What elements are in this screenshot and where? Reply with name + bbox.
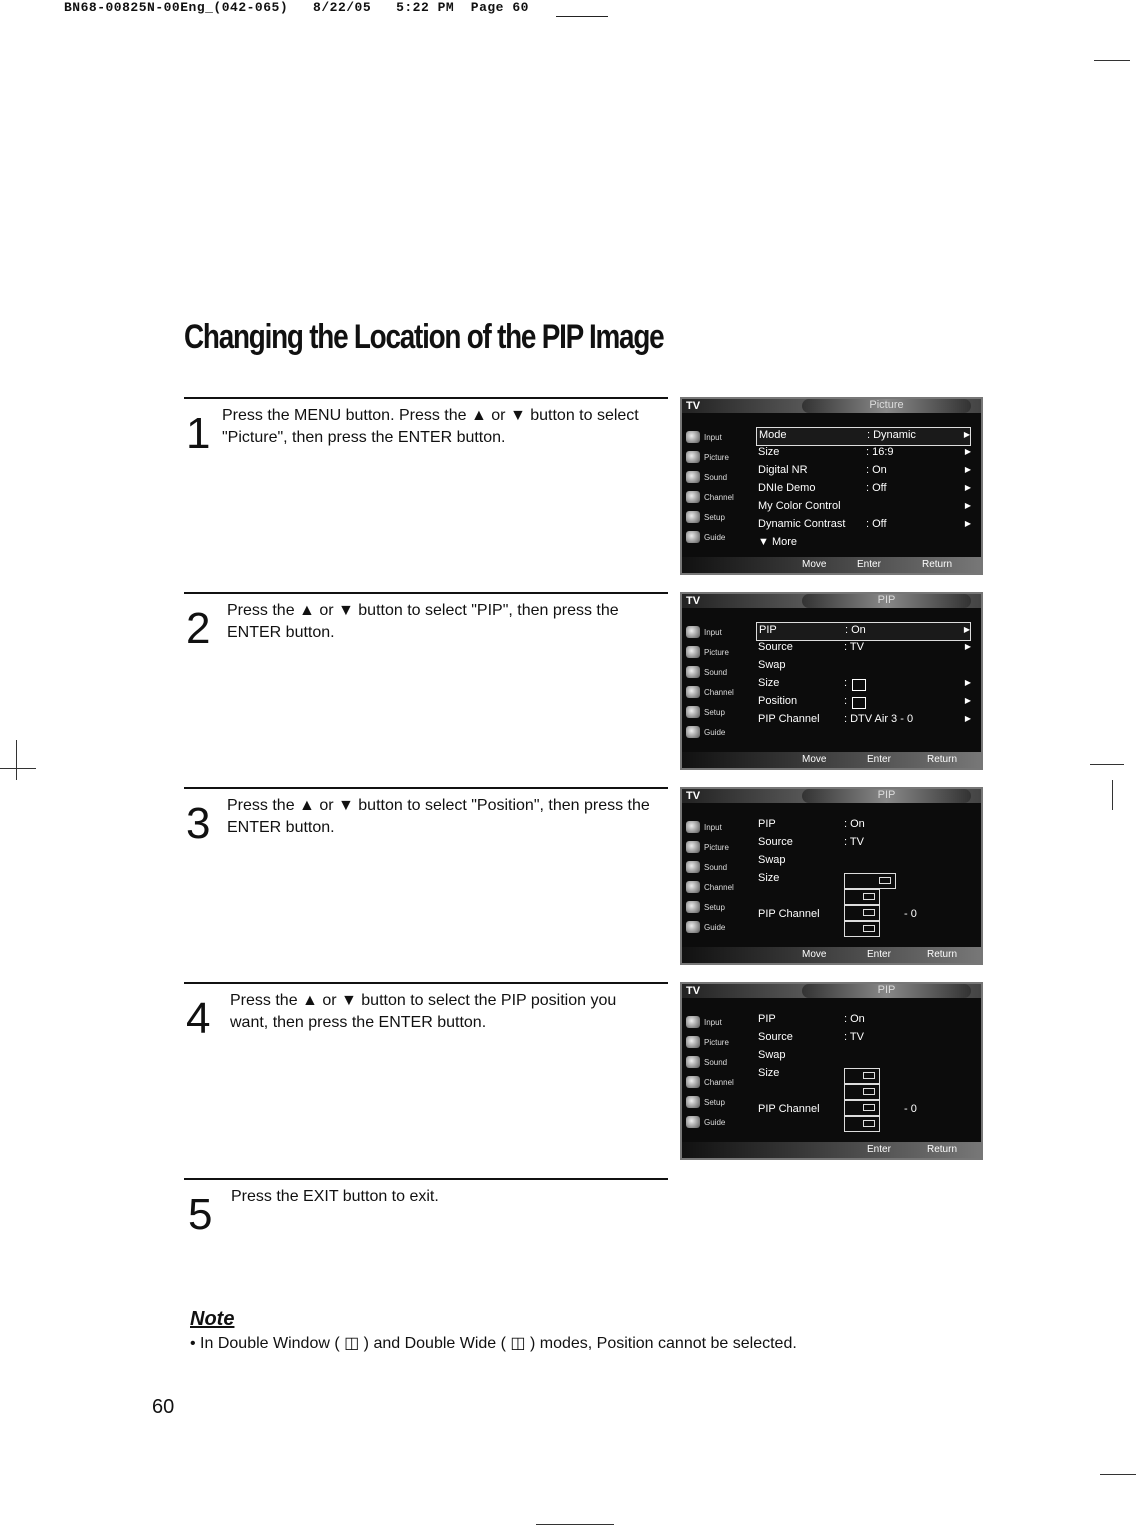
step-text: Press the ▲ or ▼ button to select "PIP", then press the ENTER button. — [227, 602, 619, 641]
osd-side-guide: Guide — [686, 529, 750, 547]
osd-title: PIP — [802, 984, 971, 998]
sound-icon — [686, 666, 700, 678]
osd-tv-label: TV — [686, 595, 701, 607]
enter-label: Enter — [857, 559, 881, 570]
osd-title: Picture — [802, 399, 971, 413]
picture-icon — [686, 451, 700, 463]
osd-side-channel: Channel — [686, 1074, 750, 1092]
osd-side-sound: Sound — [686, 664, 750, 682]
return-label: Return — [927, 949, 958, 960]
pip-position-icon — [852, 697, 866, 709]
arrow-right-icon: ▶ — [964, 642, 971, 651]
osd-side-picture: Picture — [686, 449, 750, 467]
page-label: Page — [470, 0, 504, 15]
osd-side-input: Input — [686, 819, 750, 837]
osd-picture-menu — [680, 397, 983, 575]
osd-row: ▼ More — [758, 536, 798, 548]
arrow-right-icon: ▶ — [964, 483, 971, 492]
osd-side-input: Input — [686, 1014, 750, 1032]
picture-icon — [686, 841, 700, 853]
osd-row: Source : TV ▶ — [758, 641, 971, 653]
picture-icon — [686, 646, 700, 658]
print-header — [64, 0, 529, 15]
osd-row: PIP Channel - 0 — [758, 1103, 917, 1115]
osd-side-picture: Picture — [686, 644, 750, 662]
pip-position-option — [844, 1084, 880, 1100]
osd-sidebar — [682, 805, 752, 947]
osd-row: Swap — [758, 854, 786, 866]
osd-side-sound: Sound — [686, 859, 750, 877]
move-label: Move — [802, 754, 827, 765]
crop-mark — [536, 1524, 614, 1525]
crop-mark — [1090, 764, 1124, 765]
enter-label: Enter — [867, 754, 891, 765]
osd-side-sound: Sound — [686, 469, 750, 487]
crop-mark — [1100, 1474, 1136, 1475]
osd-side-setup: Setup — [686, 704, 750, 722]
pip-position-option — [844, 1116, 880, 1132]
crop-mark — [1094, 60, 1130, 61]
move-label: Move — [802, 559, 827, 570]
osd-sidebar — [682, 1000, 752, 1142]
osd-side-setup: Setup — [686, 509, 750, 527]
note-heading: Note — [190, 1308, 235, 1330]
enter-label: Enter — [867, 1144, 891, 1155]
osd-navbar — [682, 947, 981, 963]
arrow-right-icon: ▶ — [963, 625, 970, 634]
osd-row: Source : TV — [758, 836, 864, 848]
osd-side-input: Input — [686, 429, 750, 447]
step-text: Press the MENU button. Press the ▲ or ▼ button to select "Picture", then press the ENTER button. — [222, 407, 639, 446]
osd-row: PIP Channel - 0 — [758, 908, 917, 920]
guide-icon — [686, 726, 700, 738]
return-label: Return — [927, 1144, 958, 1155]
step-number: 2 — [186, 604, 211, 653]
osd-row: Size — [758, 872, 780, 884]
osd-side-picture: Picture — [686, 1034, 750, 1052]
channel-icon — [686, 686, 700, 698]
osd-side-sound: Sound — [686, 1054, 750, 1072]
guide-icon — [686, 1116, 700, 1128]
input-icon — [686, 821, 700, 833]
input-icon — [686, 431, 700, 443]
osd-row: PIP : On — [758, 818, 865, 830]
sound-icon — [686, 471, 700, 483]
pip-position-option — [844, 873, 896, 889]
osd-row: Source : TV — [758, 1031, 864, 1043]
osd-side-guide: Guide — [686, 919, 750, 937]
osd-tv-label: TV — [686, 790, 701, 802]
enter-label: Enter — [867, 949, 891, 960]
osd-side-picture: Picture — [686, 839, 750, 857]
return-label: Return — [927, 754, 958, 765]
osd-side-setup: Setup — [686, 899, 750, 917]
picture-icon — [686, 1036, 700, 1048]
header-underline — [556, 16, 608, 17]
input-icon — [686, 626, 700, 638]
osd-navbar — [682, 1142, 981, 1158]
osd-row: My Color Control ▶ — [758, 500, 971, 512]
note-text: • In Double Window ( ◫ ) and Double Wide ( ◫ ) modes, Position cannot be selected. — [190, 1335, 797, 1352]
step-divider — [184, 982, 668, 984]
arrow-right-icon: ▶ — [964, 519, 971, 528]
osd-side-guide: Guide — [686, 724, 750, 742]
pip-position-option — [844, 921, 880, 937]
osd-sidebar — [682, 415, 752, 557]
setup-icon — [686, 901, 700, 913]
pip-size-icon — [852, 679, 866, 691]
osd-position-menu — [680, 787, 983, 965]
osd-navbar — [682, 557, 981, 573]
arrow-right-icon: ▶ — [964, 696, 971, 705]
osd-tv-label: TV — [686, 985, 701, 997]
step-text: Press the ▲ or ▼ button to select the PIP position you want, then press the ENTER button. — [230, 992, 617, 1031]
step-number: 1 — [186, 409, 211, 458]
setup-icon — [686, 1096, 700, 1108]
osd-row: Mode : Dynamic ▶ — [756, 427, 971, 446]
page-no: 60 — [512, 0, 529, 15]
osd-row: Swap — [758, 659, 786, 671]
move-label: Move — [802, 949, 827, 960]
pip-position-option — [844, 905, 880, 921]
arrow-right-icon: ▶ — [964, 714, 971, 723]
setup-icon — [686, 511, 700, 523]
step-text: Press the EXIT button to exit. — [231, 1188, 439, 1205]
crop-mark — [16, 740, 17, 780]
osd-row: Digital NR : On ▶ — [758, 464, 971, 476]
osd-sidebar — [682, 610, 752, 752]
osd-side-channel: Channel — [686, 489, 750, 507]
osd-side-guide: Guide — [686, 1114, 750, 1132]
osd-row: Size : ▶ — [758, 677, 971, 689]
step-text: Press the ▲ or ▼ button to select "Position", then press the ENTER button. — [227, 797, 650, 836]
sound-icon — [686, 1056, 700, 1068]
step-divider — [184, 397, 668, 399]
osd-row: Swap — [758, 1049, 786, 1061]
print-date: 8/22/05 — [313, 0, 372, 15]
step-number: 5 — [188, 1190, 213, 1239]
arrow-right-icon: ▶ — [964, 678, 971, 687]
input-icon — [686, 1016, 700, 1028]
step-divider — [184, 787, 668, 789]
step-number: 4 — [186, 994, 211, 1043]
guide-icon — [686, 531, 700, 543]
arrow-right-icon: ▶ — [963, 430, 970, 439]
channel-icon — [686, 881, 700, 893]
osd-tv-label: TV — [686, 400, 701, 412]
crop-mark — [0, 768, 36, 769]
osd-pip-menu — [680, 592, 983, 770]
page-title: Changing the Location of the PIP Image — [184, 318, 664, 356]
osd-navbar — [682, 752, 981, 768]
osd-title: PIP — [802, 594, 971, 608]
pip-position-option — [844, 889, 880, 905]
pip-position-option — [844, 1068, 880, 1084]
osd-row: DNIe Demo : Off ▶ — [758, 482, 971, 494]
channel-icon — [686, 1076, 700, 1088]
channel-icon — [686, 491, 700, 503]
print-time: 5:22 PM — [396, 0, 455, 15]
guide-icon — [686, 921, 700, 933]
page-number: 60 — [152, 1396, 175, 1418]
osd-side-channel: Channel — [686, 684, 750, 702]
osd-position-select — [680, 982, 983, 1160]
arrow-right-icon: ▶ — [964, 501, 971, 510]
osd-side-setup: Setup — [686, 1094, 750, 1112]
pip-position-option — [844, 1100, 880, 1116]
osd-title: PIP — [802, 789, 971, 803]
return-label: Return — [922, 559, 953, 570]
osd-row: Size — [758, 1067, 780, 1079]
osd-row: Size : 16:9 ▶ — [758, 446, 971, 458]
step-divider — [184, 592, 668, 594]
sound-icon — [686, 861, 700, 873]
arrow-right-icon: ▶ — [964, 447, 971, 456]
osd-side-channel: Channel — [686, 879, 750, 897]
step-number: 3 — [186, 799, 211, 848]
crop-mark — [1112, 780, 1113, 810]
osd-row: PIP : On ▶ — [756, 622, 971, 641]
doc-id: BN68-00825N-00Eng_(042-065) — [64, 0, 289, 15]
osd-row: Position : ▶ — [758, 695, 971, 707]
setup-icon — [686, 706, 700, 718]
osd-row: PIP : On — [758, 1013, 865, 1025]
osd-side-input: Input — [686, 624, 750, 642]
arrow-right-icon: ▶ — [964, 465, 971, 474]
osd-row: Dynamic Contrast : Off ▶ — [758, 518, 971, 530]
step-divider — [184, 1178, 668, 1180]
osd-row: PIP Channel : DTV Air 3 - 0 ▶ — [758, 713, 971, 725]
